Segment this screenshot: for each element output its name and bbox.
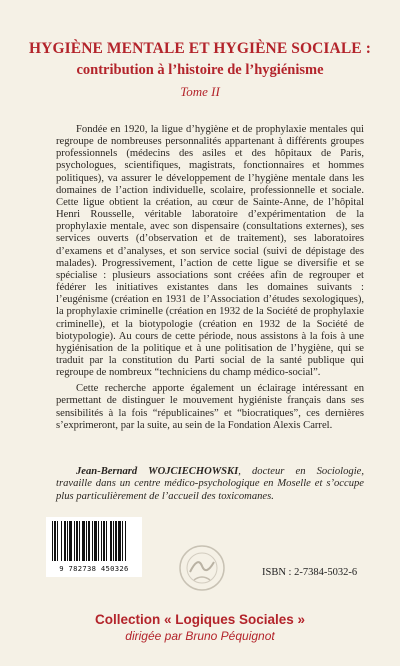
volume-label: Tome II xyxy=(180,84,220,99)
barcode-digits: 9 782738 450326 xyxy=(59,564,129,573)
author-description: , docteur en Sociologie, travaille dans un centre médico-psychologique en Moselle et s’occupe plus particulièrement de l’accueil des toxicomanes. xyxy=(56,466,364,502)
collection-name: Collection « Logiques Sociales » xyxy=(94,612,306,627)
book-title: HYGIÈNE MENTALE ET HYGIÈNE SOCIALE : xyxy=(29,40,371,57)
barcode xyxy=(46,517,142,577)
author-name: Jean-Bernard WOJCIECHOWSKI xyxy=(76,466,239,477)
isbn-number: ISBN : 2-7384-5032-6 xyxy=(262,567,358,578)
blurb-paragraph-2: Cette recherche apporte également un éclairage intéressant en permettant de distinguer le mouvement hygiéniste français dans ses sensibilités à la fois “républicaines” et “biocratiques”, ces dernières s’exprimeront, par la suite, au sein de la Fondation Alexis Carrel. xyxy=(56,383,364,431)
author-bio xyxy=(56,466,364,503)
blurb-paragraph-1: Fondée en 1920, la ligue d’hygiène et de prophylaxie mentales qui regroupe de nombreuses personnalités appartenant à différents groupes professionnels (médecins des asiles et des hôpitaux de Paris, psychologues, scientifiques, magistrats, fonctionnaires et hommes politiques), va assurer le développement de l’hygiène mentale dans les domaines de l’action individuelle, scolaire, professionnelle et sociale. Cette ligue obtient la création, au cœur de Sainte-Anne, de l’hôpital Henri Rousselle, véritable laboratoire d’expérimentation de la prophylaxie mentale, avec son dispensaire (consultations externes), ses services ouverts (d’observation et de traitement), ses laboratoires d’examens et d’analyses, et son service social (suivi de dépistage des malades). Progressivement, l’action de cette ligue se diversifie et se spécialise : plusieurs associations sont créées afin de regrouper et fédérer les initiatives existantes dans les domaines suivants : l’eugénisme (création en 1931 de l’Association d’études sexologiques), la prophylaxie criminelle (création en 1932 de la Société de prophylaxie criminelle), et la biotypologie (création en 1932 de la Société de biotypologie). Au cours de cette période, nous assistons à la fois à une hygiénisation de la politique et à une politisation de l’hygiène, qui se traduit par la constitution du Parti social de la santé publique qui regroupe de nombreux “techniciens du champ médico-social”. xyxy=(56,124,364,379)
book-subtitle: contribution à l’histoire de l’hygiénisme xyxy=(76,62,324,78)
blurb xyxy=(56,124,364,432)
publisher-emblem-icon xyxy=(164,536,240,600)
collection-director: dirigée par Bruno Péquignot xyxy=(125,629,275,643)
barcode-bars-icon xyxy=(52,521,136,563)
